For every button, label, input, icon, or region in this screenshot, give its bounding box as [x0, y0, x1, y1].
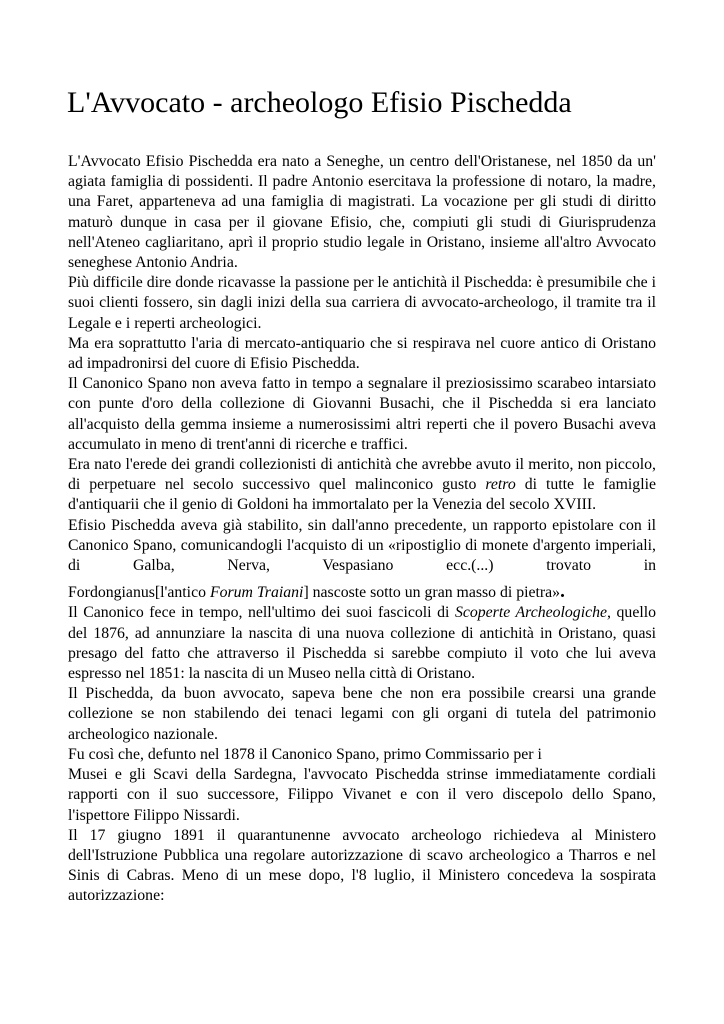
document-body: [68, 152, 656, 907]
paragraph-10: Fu così che, defunto nel 1878 il Canonico Spano, primo Commissario per i: [68, 745, 542, 763]
paragraph-7-text-b: ] nascoste sotto un gran masso di pietra»: [303, 584, 561, 602]
paragraph-8: [68, 603, 656, 684]
paragraph-1: L'Avvocato Efisio Pischedda era nato a Seneghe, un centro dell'Oristanese, nel 1850 da un' agiata famiglia di possidenti. Il padre Antonio esercitava la professione di notaro, la madre, una Faret, apparteneva ad una famiglia di magistrati. La vocazione per gli studi di diritto maturò dunque in casa per il giovane Efisio, che, compiuti gli studi di Giurisprudenza nell'Ateneo cagliaritano, aprì il proprio studio legale in Oristano, insieme all'altro Avvocato seneghese Antonio Andria.: [68, 153, 656, 272]
paragraph-6: Efisio Pischedda aveva già stabilito, sin dall'anno precedente, un rapporto epistolare con il Canonico Spano, comunicandogli l'acquisto di un «ripostiglio di monete d'argento imperiali, di Galba, Nerva, Vespasiano ecc.(...) trovato in: [68, 516, 656, 575]
paragraph-4: Il Canonico Spano non aveva fatto in tempo a segnalare il preziosissimo scarabeo intarsiato con punte d'oro della collezione di Giovanni Busachi, che il Pischedda si era lanciato all'acquisto della gemma insieme a numerosissimi altri reperti che il povero Busachi aveva accumulato in meno di trent'anni di ricerche e traffici.: [68, 375, 656, 453]
paragraph-5: [68, 455, 656, 516]
paragraph-5-italic: retro: [485, 476, 516, 494]
paragraph-3: Ma era soprattutto l'aria di mercato-antiquario che si respirava nel cuore antico di Oristano ad impadronirsi del cuore di Efisio Pischedda.: [68, 334, 656, 373]
paragraph-12: Il 17 giugno 1891 il quarantunenne avvocato archeologo richiedeva al Ministero dell'Istruzione Pubblica una regolare autorizzazione di scavo archeologico a Tharros e nel Sinis di Cabras. Meno di un mese dopo, l'8 luglio, il Ministero concedeva la sospirata autorizzazione:: [68, 826, 656, 905]
paragraph-8-text-b: quello del 1876, ad annunziare la nascita di una nuova collezione di antichità in Oristano, quasi presago del fatto che attraverso il Pischedda si sarebbe compiuto il voto che lui aveva espresso nel 1851: la nascita di un Museo nella città di Oristano.: [68, 604, 657, 683]
paragraph-7-text-a: Fordongianus[l'antico: [68, 584, 210, 602]
paragraph-2: Più difficile dire donde ricavasse la passione per le antichità il Pischedda: è presumibile che i suoi clienti fossero, sin dagli inizi della sua carriera di avvocato-archeologo, il tramite tra il Legale e i reperti archeologici.: [68, 274, 656, 332]
paragraph-8-text-a: Il Canonico fece in tempo, nell'ultimo dei suoi fascicoli di: [68, 604, 455, 622]
paragraph-7-end: .: [560, 581, 565, 603]
paragraph-7-italic: Forum Traiani: [209, 584, 304, 602]
page-title: L'Avvocato - archeologo Efisio Pischedda: [67, 86, 572, 119]
paragraph-9: Il Pischedda, da buon avvocato, sapeva bene che non era possibile crearsi una grande collezione se non stabilendo dei tenaci legami con gli organi di tutela del patrimonio archeologico nazionale.: [68, 685, 656, 743]
paragraph-5-text-a: Era nato l'erede dei grandi collezionisti di antichità che avrebbe avuto il merito, non piccolo, di perpetuare nel secolo successivo quel malinconico gusto: [68, 456, 656, 494]
paragraph-5-text-b: di tutte le famiglie d'antiquarii che il genio di Goldoni ha immortalato per la Venezia del secolo XVIII.: [68, 476, 656, 514]
paragraph-11: Musei e gli Scavi della Sardegna, l'avvocato Pischedda strinse immediatamente cordiali rapporti con il suo successore, Filippo Vivanet e con il vero discepolo dello Spano, l'ispettore Filippo Nissardi.: [68, 766, 656, 824]
paragraph-7: [68, 582, 656, 603]
paragraph-8-italic: Scoperte Archeologiche,: [454, 604, 611, 622]
